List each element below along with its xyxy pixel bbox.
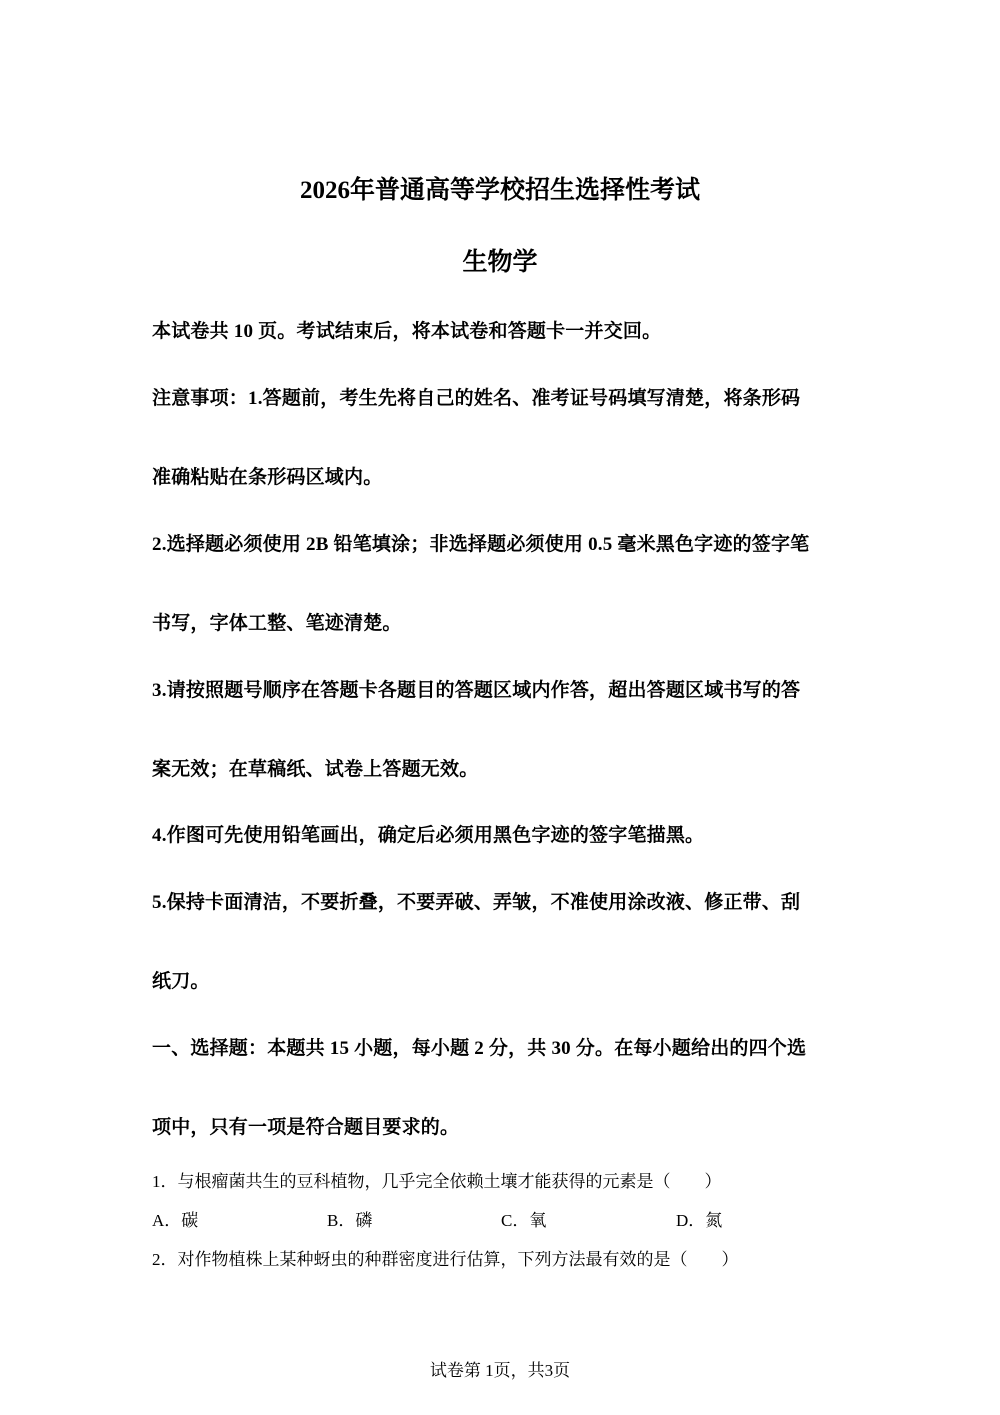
exam-title: 2026年普通高等学校招生选择性考试	[299, 177, 700, 204]
notice-item-3-line-2: 案无效；在草稿纸、试卷上答题无效。	[152, 759, 479, 780]
question-1-option-d: D．氮	[676, 1211, 723, 1230]
section-heading-line-2: 项中，只有一项是符合题目要求的。	[152, 1117, 460, 1138]
question-1-stem: 1．与根瘤菌共生的豆科植物，几乎完全依赖土壤才能获得的元素是（ ）	[152, 1172, 722, 1191]
question-2-stem: 2．对作物植株上某种蚜虫的种群密度进行估算，下列方法最有效的是（ ）	[152, 1250, 739, 1269]
question-1-option-b: B．磷	[327, 1211, 373, 1230]
notice-item-4: 4.作图可先使用铅笔画出，确定后必须用黑色字迹的签字笔描黑。	[152, 825, 705, 846]
notice-line-2: 准确粘贴在条形码区域内。	[152, 467, 383, 488]
question-1-option-a: A．碳	[152, 1211, 199, 1230]
notice-item-3-line-1: 3.请按照题号顺序在答题卡各题目的答题区域内作答，超出答题区域书写的答	[152, 680, 801, 701]
subject-title: 生物学	[462, 249, 538, 276]
notice-item-5-line-2: 纸刀。	[152, 971, 210, 992]
notice-item-5-line-1: 5.保持卡面清洁，不要折叠，不要弄破、弄皱，不准使用涂改液、修正带、刮	[152, 892, 801, 913]
notice-item-2-line-2: 书写，字体工整、笔迹清楚。	[152, 613, 402, 634]
notice-item-2-line-1: 2.选择题必须使用 2B 铅笔填涂；非选择题必须使用 0.5 毫米黑色字迹的签字笔	[152, 534, 810, 555]
page-footer: 试卷第 1页，共3页	[429, 1361, 571, 1380]
intro-text: 本试卷共 10 页。考试结束后，将本试卷和答题卡一并交回。	[152, 321, 662, 342]
section-heading-line-1: 一、选择题：本题共 15 小题，每小题 2 分，共 30 分。在每小题给出的四个选	[152, 1038, 807, 1059]
notice-line-1: 注意事项：1.答题前，考生先将自己的姓名、准考证号码填写清楚，将条形码	[152, 388, 801, 409]
question-1-option-c: C．氧	[501, 1211, 547, 1230]
